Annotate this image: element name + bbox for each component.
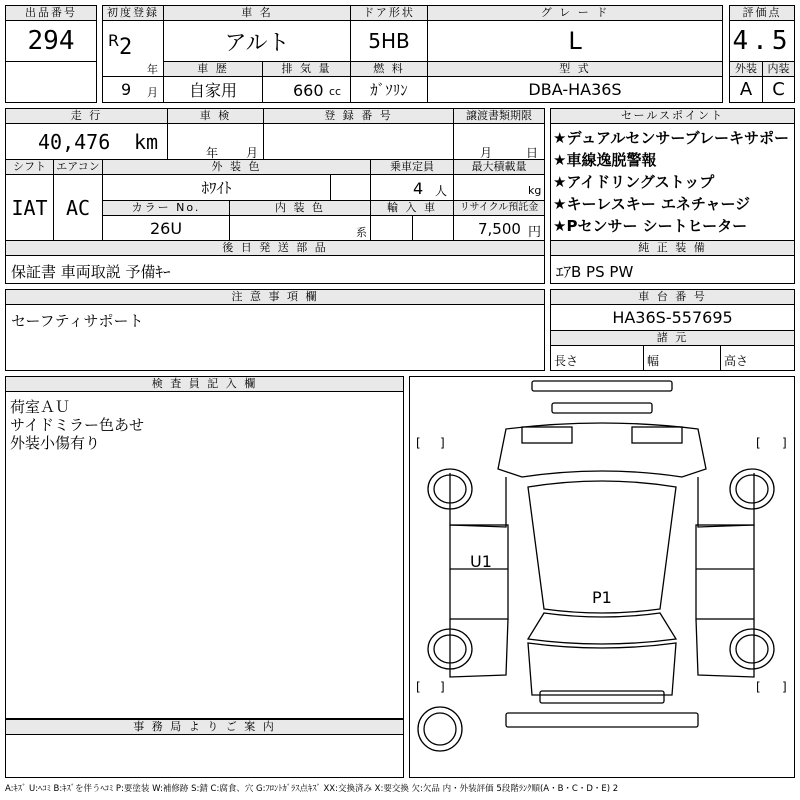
spare-wheel-inner [424, 713, 456, 745]
inspection-label: 車 検 [167, 108, 264, 124]
reg-month-cell [102, 76, 164, 103]
side-door-left [450, 525, 508, 619]
recycle-cell [453, 215, 545, 241]
parts-cell [5, 255, 545, 284]
score-label: 評価点 [729, 5, 795, 21]
shift: IAT [5, 174, 54, 241]
year-unit: 年 [147, 63, 158, 76]
door-type: 5HB [350, 20, 428, 62]
score: 4.5 [729, 20, 795, 62]
reg-month: 9 [121, 80, 132, 99]
inspector-line-3: 外装小傷有り [10, 434, 101, 452]
dims-length [550, 345, 644, 371]
side-front-left [450, 619, 508, 677]
tail-left [522, 427, 572, 443]
fuel: ｶﾞｿﾘﾝ [350, 76, 428, 103]
door-label: ドア形状 [350, 5, 428, 21]
model-label: 型 式 [427, 61, 723, 77]
dims-height-label: 高さ [724, 354, 749, 368]
bracket-left-top-close: ] [440, 436, 445, 450]
dims-label: 諸 元 [550, 330, 795, 346]
lot-no: 294 [5, 20, 97, 62]
dims-height [720, 345, 795, 371]
bracket-right-bot-close: ] [782, 680, 787, 694]
tail-right [632, 427, 682, 443]
notes-label: 注 意 事 項 欄 [5, 289, 545, 305]
inspector-line-1: 荷室ＡＵ [10, 398, 71, 416]
windshield [528, 613, 676, 644]
displacement-cell [262, 76, 351, 103]
recycle-label: リサイクル預託金 [453, 200, 545, 216]
interior-label: 内装 [762, 61, 795, 77]
bracket-right-top-close: ] [782, 436, 787, 450]
hood [528, 643, 676, 695]
office-cell [5, 734, 404, 778]
regno-label: 登 録 番 号 [263, 108, 454, 124]
grade-label: グ レ ー ド [427, 5, 723, 21]
sales-point-3: ★アイドリングストップ [553, 173, 715, 191]
equip-label: 純 正 装 備 [550, 240, 795, 256]
month-unit: 月 [147, 86, 158, 99]
chassis-no: HA36S-557695 [550, 304, 795, 331]
capacity-cell [370, 174, 454, 201]
displacement: 660 [293, 81, 324, 100]
car-outline [410, 377, 794, 777]
car-name-label: 車 名 [163, 5, 351, 21]
recycle-unit: 円 [528, 225, 542, 240]
inspector-label: 検 査 員 記 入 欄 [5, 376, 404, 392]
legend: A:ｷｽﾞ U:ﾍｺﾐ B:ｷｽﾞを伴うﾍｺﾐ P:要塗装 W:補修跡 S:錆 C:腐食、穴 G:ﾌﾛﾝﾄｶﾞﾗｽ点ｷｽﾞ XX:交換済み X:要交換 欠:欠品 内・外装評価 5段階ﾗﾝｸ順(A・B・C・D・E) 2 [5, 784, 619, 794]
dims-length-label: 長さ [554, 354, 579, 368]
transfer-month-unit: 月 [480, 146, 493, 160]
sales-point-2: ★車線逸脱警報 [553, 151, 657, 169]
exterior-grade: A [729, 76, 763, 103]
office-label: 事 務 局 よ り ご 案 内 [5, 719, 404, 735]
mileage-label: 走 行 [5, 108, 168, 124]
history: 自家用 [163, 76, 263, 103]
import-label: 輸 入 車 [370, 200, 454, 216]
load-unit: kg [528, 184, 542, 197]
lot-no-label: 出品番号 [5, 5, 97, 21]
load-cell [453, 174, 545, 201]
wheel-rr-inner [736, 475, 768, 503]
history-label: 車 歴 [163, 61, 263, 77]
model: DBA-HA36S [427, 76, 723, 103]
color: ﾎﾜｲﾄ [102, 174, 331, 201]
inspection-year-unit: 年 [206, 146, 219, 160]
color-label: 外 装 色 [102, 159, 371, 175]
recycle: 7,500 [478, 220, 521, 238]
inspector-cell [5, 391, 404, 719]
reg-year: 2 [119, 35, 133, 60]
dims-width [643, 345, 721, 371]
side-door-right [696, 525, 754, 619]
mark-p1: P1 [592, 588, 612, 607]
inspection-month-unit: 月 [246, 146, 259, 160]
displacement-unit: cc [329, 85, 342, 98]
wheel-fr-inner [736, 635, 768, 663]
front-bumper [540, 691, 664, 703]
first-reg-label: 初度登録 [102, 5, 164, 21]
capacity-label: 乗車定員 [370, 159, 454, 175]
sales-point-1: ★デュアルセンサーブレーキサポー [553, 129, 790, 147]
capacity-unit: 人 [435, 184, 448, 198]
regno-cell [263, 123, 454, 160]
ac-label: エアコン [53, 159, 103, 175]
mileage-cell [5, 123, 168, 160]
color-spare [330, 174, 371, 201]
car-name: アルト [163, 20, 351, 62]
interior-grade: C [762, 76, 795, 103]
grade: L [427, 20, 723, 62]
inspector-line-2: サイドミラー色あせ [10, 416, 144, 434]
equip-value: ｴｱB PS PW [556, 263, 634, 281]
capacity: 4 [413, 179, 424, 198]
lot-no-blank [5, 61, 97, 103]
rear-bumper-bar [552, 403, 652, 413]
bracket-left-bot: [ [416, 680, 421, 694]
shift-label: シフト [5, 159, 54, 175]
inspection-cell [167, 123, 264, 160]
transfer-cell [453, 123, 545, 160]
import-cell-a [370, 215, 413, 241]
parts-value: 保証書 車両取説 予備ｷｰ [11, 263, 171, 281]
bracket-left-bot-close: ] [440, 680, 445, 694]
era: R [108, 31, 120, 50]
sales-cell [550, 123, 795, 241]
bracket-left-top: [ [416, 436, 421, 450]
mileage-unit: km [134, 130, 159, 154]
fuel-label: 燃 料 [350, 61, 428, 77]
color-no: 26U [102, 215, 230, 241]
side-rear-left [450, 473, 506, 527]
color-no-label: カラー No. [102, 200, 230, 216]
transfer-label: 譲渡書類期限 [453, 108, 545, 124]
car-diagram [409, 376, 795, 778]
notes-value: セーフティサポート [11, 312, 144, 330]
mileage: 40,476 [38, 130, 111, 154]
import-cell-b [412, 215, 454, 241]
bracket-right-top: [ [756, 436, 761, 450]
equip-cell [550, 255, 795, 284]
bracket-right-bot: [ [756, 680, 761, 694]
sales-label: セールスポイント [550, 108, 795, 124]
chassis-label: 車 台 番 号 [550, 289, 795, 305]
dims-width-label: 幅 [647, 354, 660, 368]
side-rear-right [698, 473, 754, 527]
rear-body [498, 423, 706, 477]
int-color-label: 内 装 色 [229, 200, 371, 216]
transfer-day-unit: 日 [526, 146, 539, 160]
notes-cell [5, 304, 545, 371]
rear-bumper-top [532, 381, 672, 391]
load-label: 最大積載量 [453, 159, 545, 175]
first-reg-cell [102, 20, 164, 77]
displacement-label: 排 気 量 [262, 61, 351, 77]
front-bumper-bar [506, 713, 698, 727]
int-color-cell [229, 215, 371, 241]
mark-u1: U1 [470, 552, 492, 571]
sales-point-4: ★キーレスキー エネチャージ [553, 195, 751, 213]
ac: AC [53, 174, 103, 241]
parts-label: 後 日 発 送 部 品 [5, 240, 545, 256]
exterior-label: 外装 [729, 61, 763, 77]
sales-point-5: ★Pセンサー シートヒーター [553, 217, 748, 235]
int-color-unit: 系 [356, 226, 367, 239]
